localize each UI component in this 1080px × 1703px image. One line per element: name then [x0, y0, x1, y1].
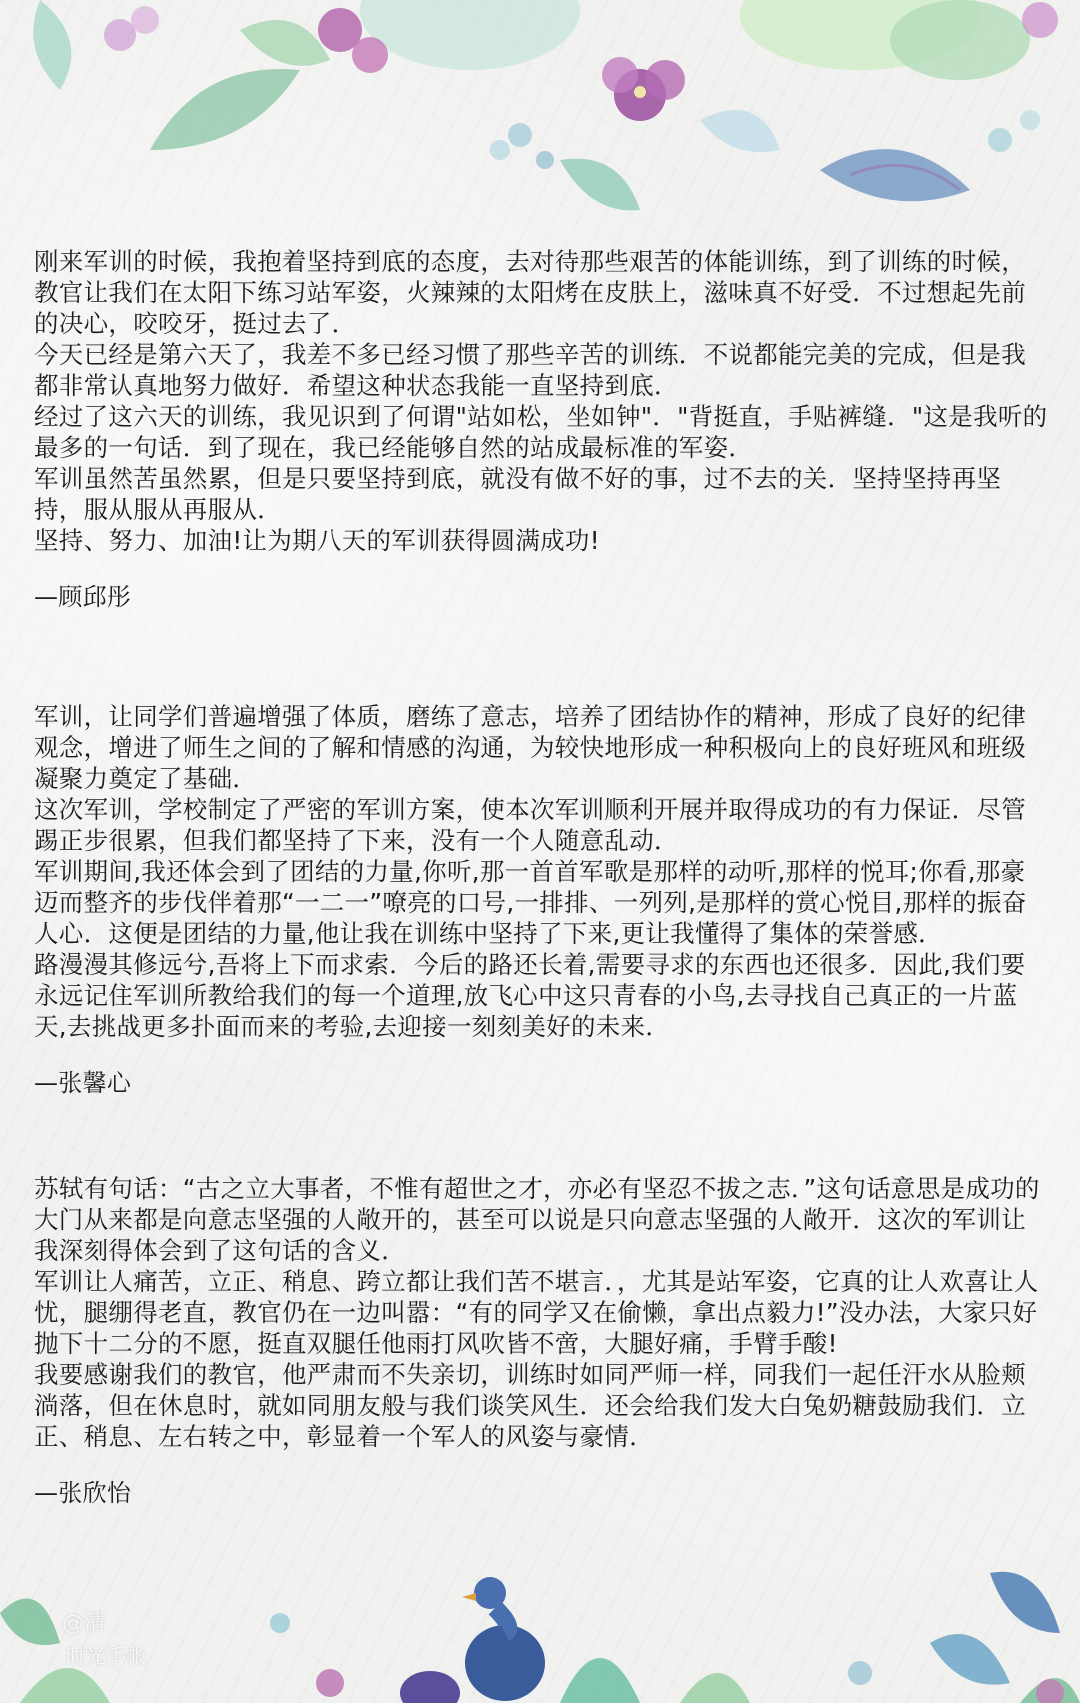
- essay-1-paragraph-2: 今天已经是第六天了，我差不多已经习惯了那些辛苦的训练．不说都能完美的完成，但是我都非常认真地努力做好．希望这种状态我能一直坚持到底．: [34, 340, 1026, 400]
- essay-2-paragraph-1: 军训，让同学们普遍增强了体质，磨练了意志，培养了团结协作的精神，形成了良好的纪律观念，增进了师生之间的了解和情感的沟通，为较快地形成一种积极向上的良好班风和班级凝聚力奠定了基础．: [34, 702, 1026, 793]
- essay-3-paragraph-1: 苏轼有句话：“古之立大事者，不惟有超世之才，亦必有坚忍不拔之志．”这句话意思是成功的大门从来都是向意志坚强的人敞开的，甚至可以说是只向意志坚强的人敞开．这次的军训让我深刻得体会到了这句话的含义．: [34, 1174, 1040, 1265]
- essay-3-signature: —张欣怡: [34, 1479, 132, 1507]
- essay-2: [34, 701, 1050, 1099]
- essay-2-paragraph-4: 路漫漫其修远兮,吾将上下而求索．今后的路还长着,需要寻求的东西也还很多．因此,我们要永远记住军训所教给我们的每一个道理,放飞心中这只青春的小鸟,去寻找自己真正的一片蓝天,去挑战更多扑面而来的考验,去迎接一刻刻美好的未来．: [34, 950, 1026, 1041]
- document-body: [34, 246, 1050, 1509]
- essay-1: [34, 246, 1050, 613]
- essay-1-paragraph-4: 军训虽然苦虽然累，但是只要坚持到底，就没有做不好的事，过不去的关．坚持坚持再坚持，服从服从再服从．: [34, 464, 1002, 524]
- essay-1-paragraph-1: 刚来军训的时候，我抱着坚持到底的态度，去对待那些艰苦的体能训练，到了训练的时候，教官让我们在太阳下练习站军姿，火辣辣的太阳烤在皮肤上，滋味真不好受．不过想起先前的决心，咬咬牙，挺过去了．: [34, 247, 1026, 338]
- top-floral-decoration: [0, 0, 1080, 250]
- essay-3-paragraph-3: 我要感谢我们的教官，他严肃而不失亲切，训练时如同严师一样，同我们一起任汗水从脸颊淌落，但在休息时，就如同朋友般与我们谈笑风生．还会给我们发大白兔奶糖鼓励我们．立正、稍息、左右转之中，彰显着一个军人的风姿与豪情．: [34, 1360, 1026, 1451]
- watermark-brand: 时光手帐: [66, 1644, 146, 1668]
- bird-illustration: [400, 1577, 545, 1703]
- essay-2-paragraph-3: 军训期间,我还体会到了团结的力量,你听,那一首首军歌是那样的动听,那样的悦耳;你看,那豪迈而整齐的步伐伴着那“一二一”嘹亮的口号,一排排、一列列,是那样的赏心悦目,那样的振奋人心．这便是团结的力量,他让我在训练中坚持了下来,更让我懂得了集体的荣誉感．: [34, 857, 1027, 948]
- watermark-handle: @清: [62, 1611, 107, 1636]
- essay-2-paragraph-2: 这次军训，学校制定了严密的军训方案，使本次军训顺利开展并取得成功的有力保证．尽管踢正步很累，但我们都坚持了下来，没有一个人随意乱动．: [34, 795, 1026, 855]
- essay-2-signature: —张馨心: [34, 1069, 132, 1097]
- essay-1-signature: —顾邱彤: [34, 583, 132, 611]
- bottom-floral-decoration: [0, 1553, 1080, 1703]
- essay-1-paragraph-3: 经过了这六天的训练，我见识到了何谓"站如松，坐如钟"．"背挺直，手贴裤缝．"这是我听的最多的一句话．到了现在，我已经能够自然的站成最标准的军姿．: [34, 402, 1048, 462]
- essay-3-paragraph-2: 军训让人痛苦，立正、稍息、跨立都让我们苦不堪言．，尤其是站军姿，它真的让人欢喜让人忧，腿绷得老直，教官仍在一边叫嚣：“有的同学又在偷懒，拿出点毅力!”没办法，大家只好抛下十二分的不愿，挺直双腿任他雨打风吹皆不啻，大腿好痛，手臂手酸!: [34, 1267, 1039, 1358]
- essay-1-paragraph-5: 坚持、努力、加油!让为期八天的军训获得圆满成功!: [34, 526, 600, 555]
- essay-3: [34, 1173, 1050, 1509]
